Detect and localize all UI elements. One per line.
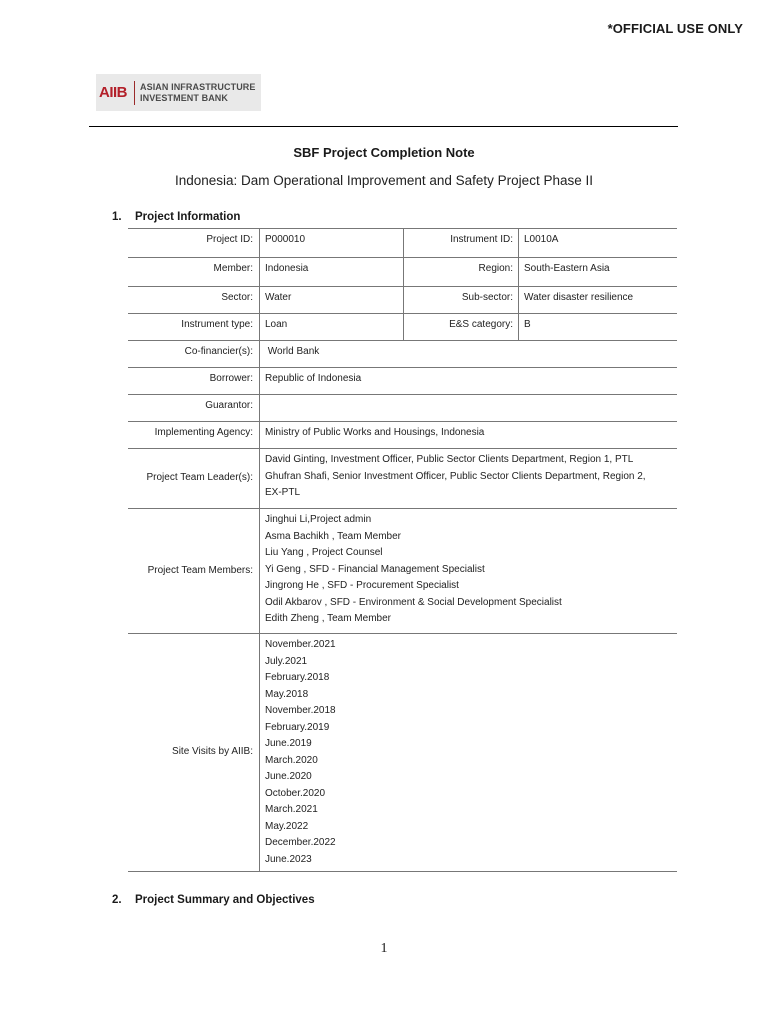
es-category-value: B (519, 314, 678, 341)
table-row (128, 422, 677, 449)
site-visit-line: October.2020 (265, 787, 326, 799)
sector-value: Water (260, 287, 404, 314)
logo-text-line-2: INVESTMENT BANK (140, 92, 229, 103)
guarantor-value (260, 395, 678, 422)
table-row (128, 287, 677, 314)
table-row (128, 229, 677, 258)
team-leader-line: Ghufran Shafi, Senior Investment Officer, Public Sector Clients Department, Region 2, (265, 470, 646, 482)
table-row (128, 449, 677, 509)
team-member-line: Odil Akbarov , SFD - Environment & Social Development Specialist (265, 596, 562, 608)
aiib-logo (96, 74, 261, 111)
site-visit-line: November.2021 (265, 639, 336, 650)
header-rule (89, 126, 678, 127)
table-row (128, 634, 677, 872)
section-title: Project Summary and Objectives (135, 894, 315, 906)
sector-label: Sector: (128, 287, 260, 314)
document-title: SBF Project Completion Note (293, 145, 475, 160)
table-row (128, 509, 677, 634)
instrument-id-value: L0010A (519, 229, 678, 258)
team-member-line: Asma Bachikh , Team Member (265, 530, 401, 542)
site-visit-line: May.2018 (265, 688, 309, 700)
site-visit-line: March.2021 (265, 804, 318, 815)
borrower-label: Borrower: (128, 368, 260, 395)
guarantor-label: Guarantor: (128, 395, 260, 422)
table-row (128, 368, 677, 395)
table-row (128, 314, 677, 341)
site-visit-line: February.2018 (265, 672, 330, 683)
implementing-agency-value: Ministry of Public Works and Housings, Indonesia (260, 422, 678, 449)
team-member-line: Edith Zheng , Team Member (265, 613, 391, 624)
site-visit-line: May.2022 (265, 820, 309, 832)
member-label: Member: (128, 258, 260, 287)
logo-divider (134, 81, 135, 105)
site-visit-line: December.2022 (265, 837, 336, 848)
section-heading-project-summary (112, 894, 315, 906)
site-visit-line: June.2020 (265, 771, 312, 782)
site-visit-line: November.2018 (265, 705, 336, 716)
instrument-id-label: Instrument ID: (404, 229, 519, 258)
cofinancier-text: World Bank (267, 346, 320, 357)
page-number: 1 (380, 941, 388, 956)
logo-mark: AIIB (99, 84, 127, 101)
site-visit-line: June.2023 (265, 853, 312, 865)
project-information-table (128, 228, 677, 872)
cofinancier-label: Co-financier(s): (128, 341, 260, 368)
document-subtitle: Indonesia: Dam Operational Improvement and Safety Project Phase II (175, 173, 593, 188)
team-member-line: Yi Geng , SFD - Financial Management Specialist (265, 563, 485, 575)
cofinancier-value (260, 341, 678, 368)
project-id-label: Project ID: (128, 229, 260, 258)
section-heading-project-information (112, 211, 240, 223)
subsector-value: Water disaster resilience (519, 287, 678, 314)
site-visit-line: July.2021 (265, 655, 308, 667)
region-label: Region: (404, 258, 519, 287)
table-row (128, 258, 677, 287)
team-member-line: Jinghui Li,Project admin (265, 514, 372, 525)
region-value: South-Eastern Asia (519, 258, 678, 287)
instrument-type-value: Loan (260, 314, 404, 341)
team-leader-line: David Ginting, Investment Officer, Public Sector Clients Department, Region 1, PTL (265, 454, 634, 465)
site-visit-line: February.2019 (265, 721, 330, 733)
site-visit-line: June.2019 (265, 738, 312, 749)
table-row (128, 341, 677, 368)
site-visit-line: March.2020 (265, 754, 318, 766)
team-leader-line: EX-PTL (265, 487, 301, 498)
logo-text (140, 82, 256, 104)
official-use-label: *OFFICIAL USE ONLY (607, 21, 743, 36)
implementing-agency-label: Implementing Agency: (128, 422, 260, 449)
team-members-label: Project Team Members: (128, 509, 260, 634)
es-category-label: E&S category: (404, 314, 519, 341)
team-member-line: Jingrong He , SFD - Procurement Specialist (265, 580, 459, 591)
table-row (128, 395, 677, 422)
project-id-value: P000010 (260, 229, 404, 258)
section-title: Project Information (135, 211, 241, 223)
section-number: 1. (112, 211, 122, 223)
team-leaders-label: Project Team Leader(s): (128, 449, 260, 509)
site-visits-label: Site Visits by AIIB: (128, 634, 260, 872)
borrower-value: Republic of Indonesia (260, 368, 678, 395)
team-members-value (260, 509, 678, 634)
member-value: Indonesia (260, 258, 404, 287)
section-number: 2. (112, 894, 122, 906)
instrument-type-label: Instrument type: (128, 314, 260, 341)
team-member-line: Liu Yang , Project Counsel (265, 547, 383, 558)
team-leaders-value (260, 449, 678, 509)
subsector-label: Sub-sector: (404, 287, 519, 314)
logo-text-line-1: ASIAN INFRASTRUCTURE (140, 81, 256, 92)
site-visits-value (260, 634, 678, 872)
